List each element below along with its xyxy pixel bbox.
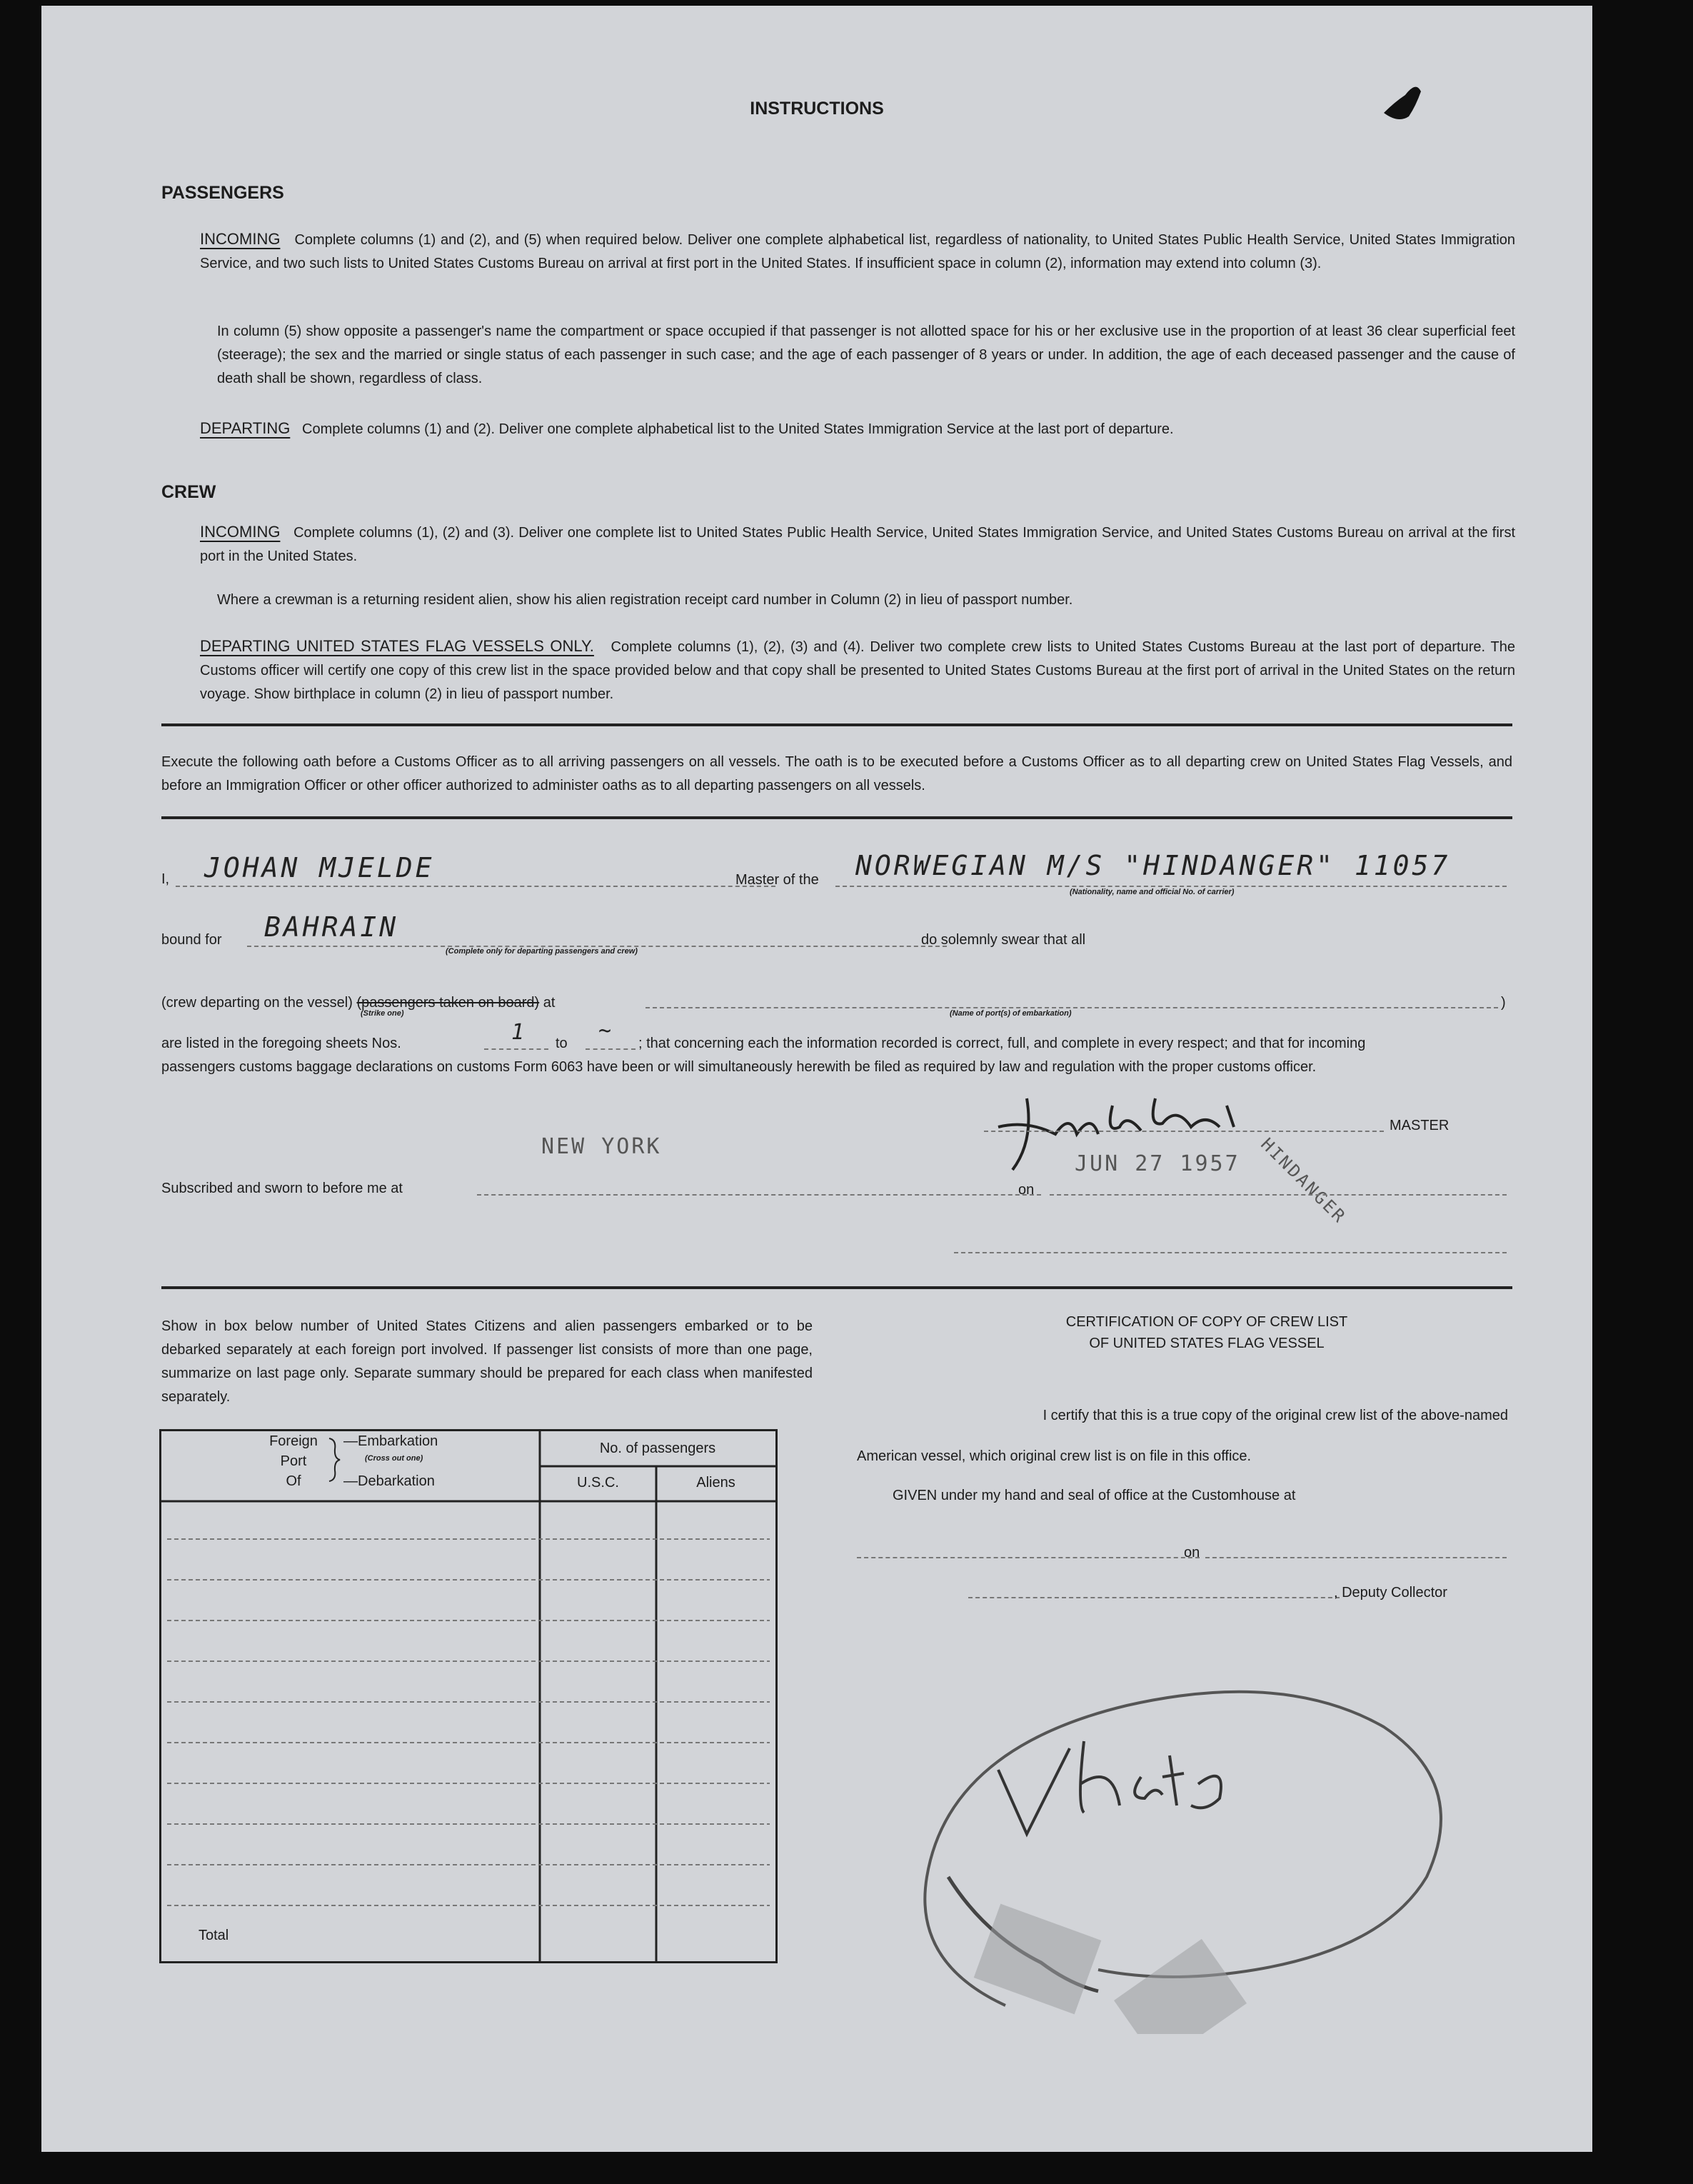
divider-1 [161,723,1512,726]
master-name: JOHAN MJELDE [204,852,435,883]
foreign-port-label [251,1431,336,1491]
cross-out-caption: (Cross out one) [365,1454,423,1463]
sworn-place-line [477,1194,1041,1196]
vessel-line [835,886,1507,887]
sheet-to-line [586,1048,635,1050]
ship-stamp: HINDANGER [1257,1134,1351,1228]
customhouse-line [857,1557,1200,1558]
crew-resident-text: Where a crewman is a returning resident alien, show his alien registration receipt card number in Column (2) in lieu of passport number. [217,592,1073,608]
passengers-departing-label: DEPARTING [200,419,291,437]
close-paren: ) [1501,995,1506,1011]
passenger-summary-table [159,1429,778,1963]
sworn-on-label: on [1018,1182,1035,1198]
passengers-departing-block [200,416,1515,441]
crew-departing-block [200,634,1515,706]
crew-departing-option: (crew departing on the vessel) [161,995,353,1011]
certification-text-1: I certify that this is a true copy of the original crew list of the above-named [1043,1408,1508,1423]
deputy-collector-label: , Deputy Collector [1334,1585,1447,1601]
port-label: Port [280,1453,307,1469]
sheet-to: ~ [598,1018,615,1043]
certification-text-2: American vessel, which original crew list is on file in this office. [857,1448,1252,1464]
sheet-from-line [484,1048,548,1050]
divider-2 [161,816,1512,819]
embarkation-label: —Embarkation [343,1433,438,1449]
port-line [645,1007,1498,1008]
port-caption: (Name of port(s) of embarkation) [950,1009,1072,1018]
summary-instructions: Show in box below number of United States Citizens and alien passengers embarked or to be debarked separately at each foreign port involved. If passenger list consists of more than one page, summarize on last page only. Separate summary should be prepared for each class when manifested separately. [161,1318,813,1405]
crew-incoming-label: INCOMING [200,523,281,541]
crew-incoming-text: Complete columns (1), (2) and (3). Deliver one complete list to United States Public Health Service, United States Immigration Service, and United States Customs Bureau on arrival at the first port in the United States. [200,525,1515,564]
ink-blot [1377,74,1427,124]
page-title: INSTRUCTIONS [750,99,884,119]
subscribed-label: Subscribed and sworn to before me at [161,1181,403,1196]
passengers-incoming-text: Complete columns (1) and (2), and (5) when required below. Deliver one complete alphabetical list, regardless of nationality, to United States Public Health Service, United States Immigration Service, and two such lists to United States Customs Bureau on arrival at first port in the United States. If insufficient space in column (2), information may extend into column (3). [200,232,1516,271]
certification-date-line [1205,1557,1507,1558]
destination: BAHRAIN [264,911,399,943]
at-label: at [543,995,556,1011]
document-page [41,6,1592,2152]
certification-title-1: CERTIFICATION OF COPY OF CREW LIST [1065,1314,1348,1330]
master-sign-line [984,1131,1384,1132]
sheets-text-1: ; that concerning each the information recorded is correct, full, and complete in every respect; and that for incoming [638,1036,1366,1051]
passengers-incoming-column5: In column (5) show opposite a passenger's name the compartment or space occupied if that passenger is not allotted space for his or her exclusive use in the proportion of at least 36 clear superficial feet (steerage); the sex and the married or single status of each passenger in such case; and the age of each passenger of 8 years or under. In addition, the age of each deceased passenger and the cause of death shall be shown, regardless of class. [217,324,1515,386]
of-label: Of [286,1473,301,1489]
bound-for-label: bound for [161,932,222,948]
place-stamp: NEW YORK [541,1134,662,1159]
crew-heading: CREW [161,482,216,502]
passengers-option: (passengers taken on board) [356,995,540,1011]
crew-departing-label: DEPARTING UNITED STATES FLAG VESSELS ONLY. [200,637,594,655]
foreign-label: Foreign [269,1433,318,1449]
crew-incoming-block [200,520,1515,568]
total-label: Total [199,1928,229,1943]
aliens-header: Aliens [696,1475,735,1491]
debarkation-label: —Debarkation [343,1473,435,1489]
passengers-heading: PASSENGERS [161,183,284,203]
no-passengers-label: No. of passengers [599,1441,716,1456]
divider-3 [161,1286,1512,1289]
swear-label: do solemnly swear that all [921,932,1086,948]
deputy-line [968,1597,1340,1598]
oath-intro: Execute the following oath before a Customs Officer as to all arriving passengers on all vessels. The oath is to be executed before a Customs Officer as to all departing crew on United States Flag Vessels, and before an Immigration Officer or other officer authorized to administer oaths as to all departing passengers on all vessels. [161,754,1512,793]
vessel-name: NORWEGIAN M/S "HINDANGER" 11057 [855,850,1451,881]
passengers-departing-text: Complete columns (1) and (2). Deliver one complete alphabetical list to the United States Immigration Service at the last port of departure. [302,421,1174,437]
certification-text-3: GIVEN under my hand and seal of office at the Customhouse at [893,1488,1296,1503]
strike-caption: (Strike one) [361,1009,404,1018]
vessel-caption: (Nationality, name and official No. of carrier) [1070,888,1235,896]
crew-departing-text: Complete columns (1), (2), (3) and (4). Deliver two complete crew lists to United States Customs Bureau at the last port of departure. The Customs officer will certify one copy of this crew list in the space provided below and that copy shall be presented to United States Customs Bureau at the first port of arrival in the United States on the return voyage. Show birthplace in column (2) in lieu of passport number. [200,639,1516,702]
sheets-text-2: passengers customs baggage declarations on customs Form 6063 have been or will simultaneously herewith be filed as required by law and regulation with the proper customs officer. [161,1059,1317,1075]
master-label: MASTER [1390,1118,1450,1133]
passengers-incoming-block [200,227,1515,276]
master-name-line [176,886,775,887]
sheets-line [161,1032,401,1056]
master-of-label: Master of the [735,872,819,888]
certification-on-label: on [1184,1545,1200,1561]
usc-header: U.S.C. [577,1475,619,1491]
oath-i-label: I, [161,871,170,887]
sworn-date-line [1050,1194,1507,1196]
passengers-incoming-label: INCOMING [200,230,281,248]
sheets-label: are listed in the foregoing sheets Nos. [161,1036,401,1051]
certification-title [893,1311,1521,1354]
date-stamp: JUN 27 1957 [1075,1151,1240,1176]
sheet-from: 1 [511,1020,528,1045]
certification-title-2: OF UNITED STATES FLAG VESSEL [1089,1336,1325,1351]
crew-passengers-line [161,991,555,1015]
bound-caption: (Complete only for departing passengers and crew) [446,947,638,956]
sheets-annotation [884,1663,1498,2034]
officer-line [954,1252,1507,1253]
to-label: to [556,1036,568,1051]
